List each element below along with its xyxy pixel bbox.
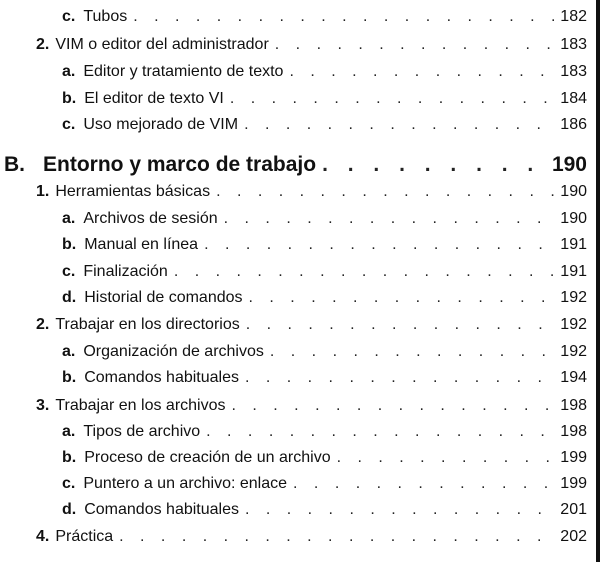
entry-title: Trabajar en los directorios [55, 316, 240, 333]
dot-leader [174, 262, 554, 282]
entry-title: Manual en línea [84, 236, 199, 253]
entry-page: 183 [560, 36, 587, 53]
entry-number: b. [62, 449, 77, 466]
entry-title: Finalización [83, 263, 168, 280]
toc-entry[interactable] [0, 209, 600, 231]
entry-title: Comandos habituales [84, 369, 239, 386]
toc-entry[interactable] [0, 35, 600, 57]
toc-entry[interactable] [0, 182, 600, 204]
toc-entry[interactable] [0, 288, 600, 310]
entry-page: 190 [560, 183, 587, 200]
entry-page: 183 [560, 63, 587, 80]
entry-number: d. [62, 501, 77, 518]
toc-entry[interactable] [0, 422, 600, 444]
toc-entry[interactable] [0, 115, 600, 137]
entry-page: 198 [560, 423, 587, 440]
toc-entry[interactable] [0, 474, 600, 496]
entry-number: a. [62, 423, 76, 440]
dot-leader [249, 288, 555, 308]
entry-number: 4. [36, 528, 50, 545]
toc-entry[interactable] [0, 315, 600, 337]
entry-title: Tubos [83, 8, 128, 25]
entry-number: a. [62, 343, 76, 360]
toc-section-heading[interactable] [0, 152, 600, 178]
toc-entry[interactable] [0, 89, 600, 111]
entry-number: c. [62, 263, 76, 280]
toc-entry[interactable] [0, 342, 600, 364]
section-page: 190 [551, 153, 587, 176]
dot-leader [244, 115, 554, 135]
entry-number: c. [62, 116, 76, 133]
toc-entry[interactable] [0, 235, 600, 257]
entry-number: c. [62, 475, 76, 492]
entry-page: 192 [560, 289, 587, 306]
dot-leader [246, 315, 555, 335]
dot-leader [230, 89, 554, 109]
entry-title: Uso mejorado de VIM [83, 116, 239, 133]
entry-page: 190 [560, 210, 587, 227]
section-letter: B. [4, 153, 25, 176]
dot-leader [275, 35, 555, 55]
dot-leader [232, 396, 555, 416]
dot-leader [322, 152, 546, 178]
dot-leader [245, 500, 554, 520]
entry-page: 199 [560, 475, 587, 492]
entry-page: 182 [560, 8, 587, 25]
dot-leader [245, 368, 554, 388]
entry-page: 191 [560, 263, 587, 280]
entry-page: 201 [560, 501, 587, 518]
toc-entry[interactable] [0, 527, 600, 549]
entry-page: 199 [560, 449, 587, 466]
dot-leader [270, 342, 554, 362]
entry-number: a. [62, 63, 76, 80]
entry-title: Puntero a un archivo: enlace [83, 475, 288, 492]
entry-page: 184 [560, 90, 587, 107]
dot-leader [293, 474, 554, 494]
dot-leader [289, 62, 554, 82]
dot-leader [204, 235, 554, 255]
entry-page: 202 [560, 528, 587, 545]
entry-title: Práctica [55, 528, 114, 545]
entry-title: Archivos de sesión [83, 210, 218, 227]
entry-page: 192 [560, 316, 587, 333]
entry-number: 2. [36, 316, 50, 333]
entry-page: 192 [560, 343, 587, 360]
dot-leader [216, 182, 554, 202]
toc-entry[interactable] [0, 448, 600, 470]
entry-number: d. [62, 289, 77, 306]
entry-title: Organización de archivos [83, 343, 264, 360]
entry-number: b. [62, 236, 77, 253]
entry-title: Proceso de creación de un archivo [84, 449, 331, 466]
entry-title: El editor de texto VI [84, 90, 224, 107]
dot-leader [133, 7, 554, 27]
toc-entry[interactable] [0, 7, 600, 29]
dot-leader [119, 527, 554, 547]
toc-entry[interactable] [0, 62, 600, 84]
entry-page: 191 [560, 236, 587, 253]
entry-page: 194 [560, 369, 587, 386]
entry-title: Trabajar en los archivos [55, 397, 226, 414]
entry-number: c. [62, 8, 76, 25]
entry-number: 2. [36, 36, 50, 53]
toc-entry[interactable] [0, 396, 600, 418]
entry-number: b. [62, 90, 77, 107]
toc-entry[interactable] [0, 500, 600, 522]
entry-page: 186 [560, 116, 587, 133]
entry-title: Comandos habituales [84, 501, 239, 518]
entry-title: Editor y tratamiento de texto [83, 63, 284, 80]
entry-number: a. [62, 210, 76, 227]
dot-leader [224, 209, 555, 229]
entry-number: 1. [36, 183, 50, 200]
entry-title: Tipos de archivo [83, 423, 201, 440]
dot-leader [337, 448, 555, 468]
toc-entry[interactable] [0, 262, 600, 284]
dot-leader [206, 422, 554, 442]
section-title: Entorno y marco de trabajo [43, 153, 317, 176]
page-edge [596, 0, 600, 562]
entry-title: VIM o editor del administrador [55, 36, 269, 53]
entry-page: 198 [560, 397, 587, 414]
entry-number: b. [62, 369, 77, 386]
toc-entry[interactable] [0, 368, 600, 390]
entry-number: 3. [36, 397, 50, 414]
entry-title: Historial de comandos [84, 289, 243, 306]
entry-title: Herramientas básicas [55, 183, 211, 200]
